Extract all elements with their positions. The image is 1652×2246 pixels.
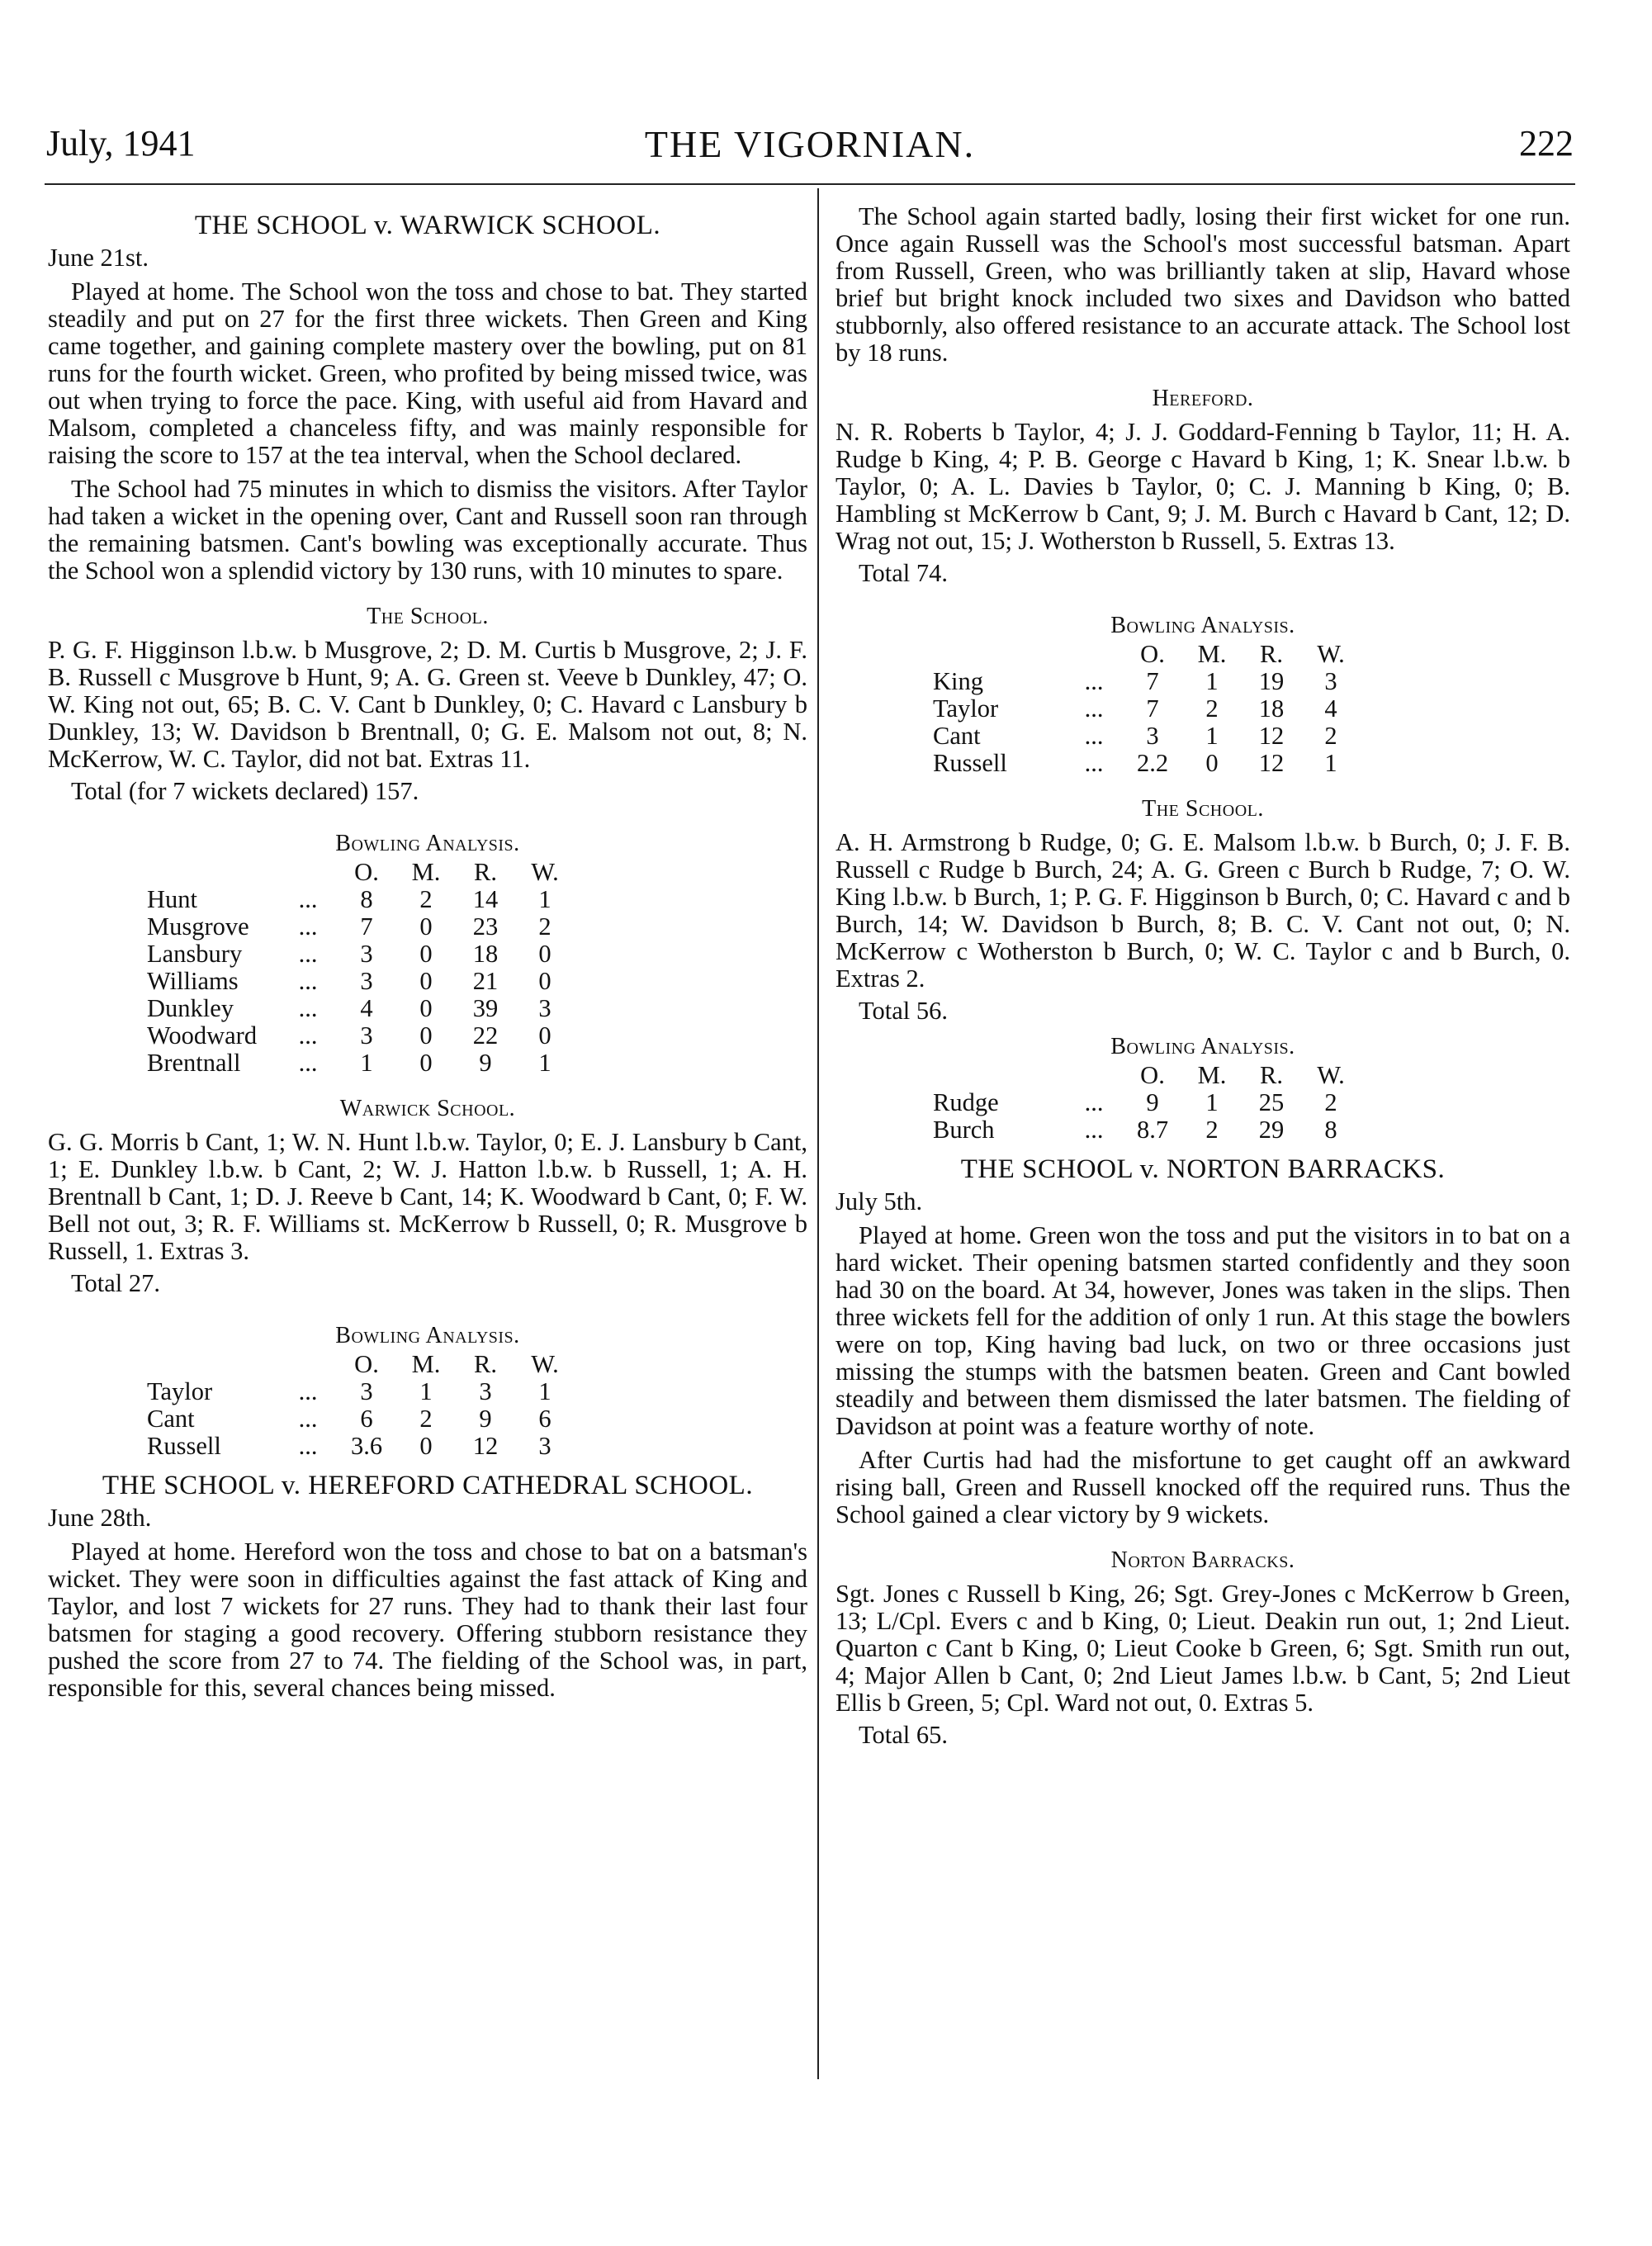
left-column: [48, 203, 807, 1708]
match-date: June 21st.: [48, 244, 149, 272]
overs: 2.2: [1136, 749, 1169, 777]
wickets: 2: [1324, 722, 1337, 750]
maidens: 0: [419, 967, 433, 995]
overs: 1: [360, 1049, 373, 1077]
runs: 14: [472, 885, 499, 913]
overs: 3: [360, 940, 373, 968]
wickets: 6: [538, 1405, 551, 1433]
overs: 3: [360, 1021, 373, 1050]
bowler-name: Dunkley: [147, 994, 234, 1022]
bowler-row: Lansbury ... 3 0 18 0: [147, 941, 575, 968]
bowling-analysis-heading: Bowling Analysis.: [1110, 1034, 1295, 1059]
innings-total: Total 74.: [859, 559, 948, 587]
innings-heading: Warwick School.: [339, 1096, 516, 1121]
runs: 21: [472, 967, 499, 995]
col-runs: R.: [1260, 640, 1283, 668]
overs: 4: [360, 994, 373, 1022]
col-maidens: M.: [411, 858, 441, 886]
maidens: 0: [419, 912, 433, 941]
col-overs: O.: [1140, 640, 1165, 668]
match-report-paragraph: After Curtis had had the misfortune to get caught off an awkward rising ball, Green and Russell knocked off the required runs. Thus the School gained a clear victory by 9 wickets.: [835, 1446, 1570, 1528]
innings-heading: The School.: [1142, 796, 1264, 822]
bowler-row: Brentnall ... 1 0 9 1: [147, 1050, 575, 1077]
bowler-row: Dunkley ... 4 0 39 3: [147, 995, 575, 1022]
innings-total: Total 56.: [859, 997, 948, 1025]
runs: 19: [1258, 667, 1285, 695]
col-wickets: W.: [531, 1350, 559, 1378]
bowling-analysis-table: [147, 1351, 575, 1460]
bowling-header-row: [933, 1062, 1361, 1089]
col-wickets: W.: [1317, 1061, 1345, 1089]
wickets: 1: [1324, 749, 1337, 777]
maidens: 2: [1205, 694, 1219, 723]
overs: 3.6: [350, 1432, 383, 1460]
overs: 8: [360, 885, 373, 913]
bowler-row: Williams ... 3 0 21 0: [147, 968, 575, 995]
runs: 12: [472, 1432, 499, 1460]
bowler-row: Rudge ... 9 1 25 2: [933, 1089, 1361, 1116]
batting-scorecard: P. G. F. Higginson l.b.w. b Musgrove, 2; D. M. Curtis b Musgrove, 2; J. F. B. Russell c Musgrove b Hunt, 9; A. G. Green st. Veeve b Dunkley, 47; O. W. King not out, 65; B. C. V. Cant b Dunkley, 0; C. Havard c Lansbury b Dunkley, 13; W. Davidson b Brentnall, 0; G. E. Malsom not out, 8; N. McKerrow, W. C. Taylor, did not bat. Extras 11.: [48, 636, 807, 773]
match-report-paragraph: The School had 75 minutes in which to dismiss the visitors. After Taylor had taken a wicket in the opening over, Cant and Russell soon ran through the remaining batsmen. Cant's bowling was exceptionally accurate. Thus the School won a splendid victory by 130 runs, with 10 minutes to spare.: [48, 475, 807, 585]
page-number: 222: [1519, 123, 1574, 163]
wickets: 8: [1324, 1116, 1337, 1144]
bowling-header-row: [933, 641, 1361, 668]
innings-total: Total 27.: [71, 1269, 160, 1297]
issue-date: July, 1941: [46, 123, 196, 163]
bowler-name: Taylor: [933, 694, 999, 723]
runs: 9: [479, 1049, 492, 1077]
overs: 3: [1146, 722, 1159, 750]
bowler-name: Burch: [933, 1116, 995, 1144]
bowling-header-row: [147, 1351, 575, 1378]
overs: 3: [360, 967, 373, 995]
match-title: THE SCHOOL v. NORTON BARRACKS.: [960, 1154, 1446, 1184]
maidens: 0: [419, 1049, 433, 1077]
col-maidens: M.: [1197, 1061, 1227, 1089]
wickets: 1: [538, 885, 551, 913]
innings-total: Total 65.: [859, 1721, 948, 1749]
bowler-name: Williams: [147, 967, 239, 995]
bowler-row: Taylor ... 3 1 3 1: [147, 1378, 575, 1405]
overs: 7: [1146, 667, 1159, 695]
bowler-name: Lansbury: [147, 940, 243, 968]
bowling-analysis-heading: Bowling Analysis.: [335, 1323, 520, 1348]
bowling-analysis-heading: Bowling Analysis.: [335, 831, 520, 856]
match-report-paragraph: Played at home. Hereford won the toss and chose to bat on a batsman's wicket. They were soon in difficulties against the fast attack of King and Taylor, and lost 7 wickets for 27 runs. They had to thank their last four batsmen for staging a good recovery. Offering stubborn resistance they pushed the score from 27 to 74. The fielding of the School was, in part, responsible for this, several chances being missed.: [48, 1538, 807, 1702]
bowler-row: Burch ... 8.7 2 29 8: [933, 1116, 1361, 1144]
bowler-name: Hunt: [147, 885, 197, 913]
publication-title: THE VIGORNIAN.: [644, 123, 976, 165]
bowler-row: Russell ... 2.2 0 12 1: [933, 750, 1361, 777]
wickets: 0: [538, 967, 551, 995]
wickets: 2: [538, 912, 551, 941]
bowler-name: Rudge: [933, 1088, 999, 1116]
maidens: 0: [1205, 749, 1219, 777]
col-wickets: W.: [1317, 640, 1345, 668]
wickets: 1: [538, 1377, 551, 1405]
bowler-name: Musgrove: [147, 912, 249, 941]
runs: 9: [479, 1405, 492, 1433]
bowling-analysis-table: [933, 641, 1361, 777]
runs: 23: [472, 912, 499, 941]
col-overs: O.: [354, 858, 379, 886]
overs: 8.7: [1136, 1116, 1169, 1144]
match-report-paragraph: The School again started badly, losing their first wicket for one run. Once again Russell was the School's most successful batsman. Apart from Russell, Green, who was brilliantly taken at slip, Havard whose brief but bright knock included two sixes and Davidson who batted stubbornly, also offered resistance to an accurate attack. The School lost by 18 runs.: [835, 202, 1570, 367]
wickets: 3: [1324, 667, 1337, 695]
bowler-name: Russell: [933, 749, 1007, 777]
maidens: 0: [419, 994, 433, 1022]
bowler-name: Cant: [147, 1405, 195, 1433]
col-runs: R.: [474, 1350, 497, 1378]
match-report-paragraph: Played at home. The School won the toss and chose to bat. They started steadily and put on 27 for the first three wickets. Then Green and King came together, and gaining complete mastery over the bowling, put on 81 runs for the fourth wicket. Green, who profited by being missed twice, was out when trying to force the pace. King, with useful aid from Havard and Malsom, completed a chanceless fifty, and was mainly responsible for raising the score to 157 at the tea interval, when the School declared.: [48, 277, 807, 469]
runs: 22: [472, 1021, 499, 1050]
col-maidens: M.: [1197, 640, 1227, 668]
batting-scorecard: Sgt. Jones c Russell b King, 26; Sgt. Grey-Jones c McKerrow b Green, 13; L/Cpl. Evers c and b King, 0; Lieut. Deakin run out, 1; 2nd Lieut. Quarton c Cant b King, 0; Lieut Cooke b Green, 6; Sgt. Smith run out, 4; Major Allen b Cant, 0; 2nd Lieut James l.b.w. b Cant, 5; 2nd Lieut Ellis b Green, 5; Cpl. Ward not out, 0. Extras 5.: [835, 1580, 1570, 1717]
maidens: 1: [419, 1377, 433, 1405]
match-date: June 28th.: [48, 1504, 152, 1532]
col-runs: R.: [1260, 1061, 1283, 1089]
bowling-analysis-table: [147, 859, 575, 1077]
col-maidens: M.: [411, 1350, 441, 1378]
bowler-name: King: [933, 667, 983, 695]
wickets: 0: [538, 940, 551, 968]
col-runs: R.: [474, 858, 497, 886]
maidens: 0: [419, 1432, 433, 1460]
overs: 9: [1146, 1088, 1159, 1116]
bowler-name: Taylor: [147, 1377, 213, 1405]
bowler-row: Taylor ... 7 2 18 4: [933, 695, 1361, 723]
maidens: 1: [1205, 722, 1219, 750]
bowler-name: Cant: [933, 722, 981, 750]
match-date: July 5th.: [835, 1187, 923, 1215]
col-overs: O.: [354, 1350, 379, 1378]
maidens: 2: [1205, 1116, 1219, 1144]
maidens: 2: [419, 1405, 433, 1433]
wickets: 3: [538, 1432, 551, 1460]
maidens: 2: [419, 885, 433, 913]
innings-heading: Norton Barracks.: [1110, 1547, 1295, 1573]
bowling-analysis-table: [933, 1062, 1361, 1144]
bowler-row: Cant ... 3 1 12 2: [933, 723, 1361, 750]
overs: 6: [360, 1405, 373, 1433]
runs: 18: [1258, 694, 1285, 723]
match-title: THE SCHOOL v. WARWICK SCHOOL.: [194, 211, 661, 240]
maidens: 1: [1205, 667, 1219, 695]
bowler-name: Brentnall: [147, 1049, 241, 1077]
maidens: 0: [419, 1021, 433, 1050]
maidens: 1: [1205, 1088, 1219, 1116]
batting-scorecard: A. H. Armstrong b Rudge, 0; G. E. Malsom l.b.w. b Burch, 0; J. F. B. Russell c Rudge b Burch, 24; A. G. Green c Burch b Rudge, 7; O. W. King l.b.w. b Burch, 1; P. G. F. Higginson b Burch, 0; C. Havard c and b Burch, 14; W. Davidson b Burch, 8; B. C. V. Cant not out, 0; N. McKerrow c Wotherston b Burch, 0; W. C. Taylor c and b Burch, 0. Extras 2.: [835, 828, 1570, 993]
wickets: 4: [1324, 694, 1337, 723]
bowler-row: Woodward ... 3 0 22 0: [147, 1022, 575, 1050]
runs: 25: [1258, 1088, 1285, 1116]
innings-total: Total (for 7 wickets declared) 157.: [71, 777, 419, 805]
bowler-row: Musgrove ... 7 0 23 2: [147, 913, 575, 941]
innings-heading: The School.: [367, 604, 489, 629]
runs: 18: [472, 940, 499, 968]
wickets: 2: [1324, 1088, 1337, 1116]
runs: 12: [1258, 749, 1285, 777]
col-wickets: W.: [531, 858, 559, 886]
match-report-paragraph: Played at home. Green won the toss and put the visitors in to bat on a hard wicket. Their opening batsmen started confidently and they soon had 30 on the board. At 34, however, Jones was taken in the slips. Then three wickets fell for the addition of only 1 run. At this stage the bowlers were on top, King having bad luck, on two or three occasions just missing the stumps with the batsmen beaten. Green and Cant bowled steadily and between them dismissed the later batsmen. The fielding of Davidson at point was a feature worthy of note.: [835, 1221, 1570, 1440]
column-divider: [817, 188, 819, 2079]
col-overs: O.: [1140, 1061, 1165, 1089]
runs: 12: [1258, 722, 1285, 750]
bowler-name: Woodward: [147, 1021, 258, 1050]
runs: 39: [472, 994, 499, 1022]
match-title: THE SCHOOL v. HEREFORD CATHEDRAL SCHOOL.: [102, 1471, 754, 1500]
overs: 7: [360, 912, 373, 941]
bowling-header-row: [147, 859, 575, 886]
wickets: 3: [538, 994, 551, 1022]
batting-scorecard: N. R. Roberts b Taylor, 4; J. J. Goddard-Fenning b Taylor, 11; H. A. Rudge b King, 4; P. B. George c Havard b King, 1; K. Snear l.b.w. b Taylor, 0; A. L. Davies b Taylor, 0; C. J. Manning b King, 0; B. Hambling st McKerrow b Cant, 9; J. M. Burch c Havard b Cant, 12; D. Wrag not out, 15; J. Wotherston b Russell, 5. Extras 13.: [835, 418, 1570, 555]
overs: 3: [360, 1377, 373, 1405]
bowler-name: Russell: [147, 1432, 221, 1460]
overs: 7: [1146, 694, 1159, 723]
bowler-row: Cant ... 6 2 9 6: [147, 1405, 575, 1433]
bowler-row: King ... 7 1 19 3: [933, 668, 1361, 695]
bowler-row: Russell ... 3.6 0 12 3: [147, 1433, 575, 1460]
bowler-row: Hunt ... 8 2 14 1: [147, 886, 575, 913]
innings-heading: Hereford.: [1152, 386, 1254, 411]
maidens: 0: [419, 940, 433, 968]
page-header: [46, 122, 1574, 180]
right-column: [835, 203, 1570, 1749]
batting-scorecard: G. G. Morris b Cant, 1; W. N. Hunt l.b.w. Taylor, 0; E. J. Lansbury b Cant, 1; E. Dunkley l.b.w. b Cant, 2; W. J. Hatton l.b.w. b Russell, 1; A. H. Brentnall b Cant, 1; D. J. Reeve b Cant, 14; K. Woodward b Cant, 0; F. W. Bell not out, 3; R. F. Williams st. McKerrow b Russell, 0; R. Musgrove b Russell, 1. Extras 3.: [48, 1128, 807, 1265]
bowling-analysis-heading: Bowling Analysis.: [1110, 613, 1295, 638]
runs: 3: [479, 1377, 492, 1405]
wickets: 1: [538, 1049, 551, 1077]
header-rule: [45, 183, 1575, 185]
wickets: 0: [538, 1021, 551, 1050]
runs: 29: [1258, 1116, 1285, 1144]
